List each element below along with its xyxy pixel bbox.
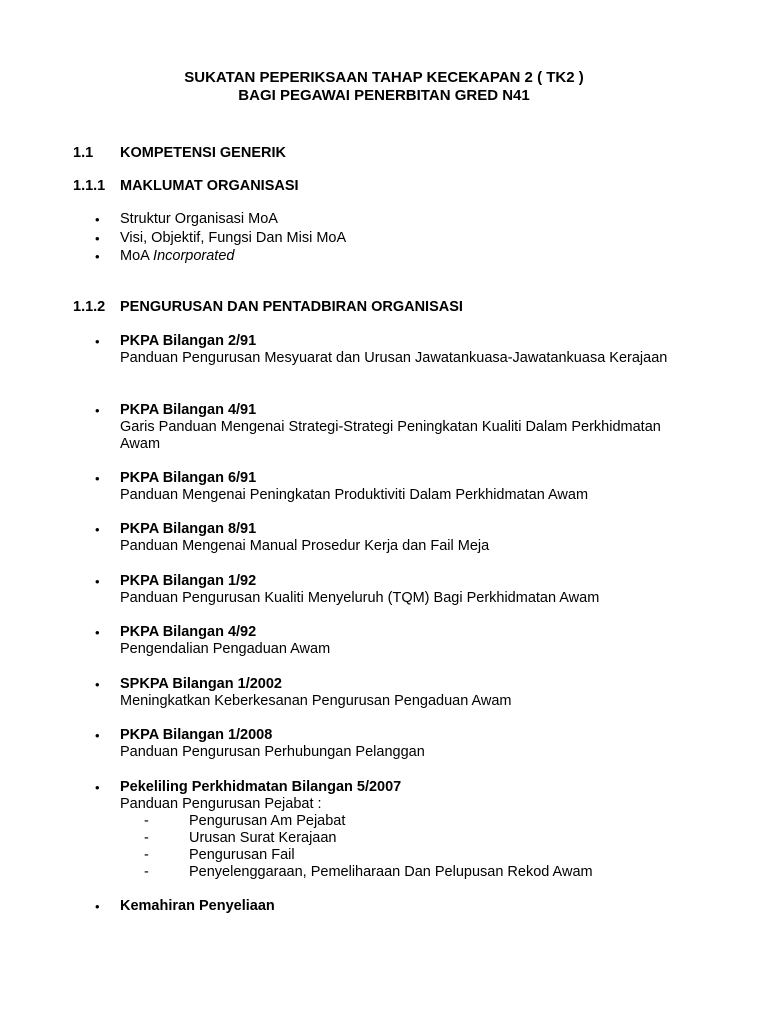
title-line-2: BAGI PEGAWAI PENERBITAN GRED N41: [238, 87, 530, 104]
circular-description: Panduan Pengurusan Perhubungan Pelanggan: [120, 744, 425, 760]
section-title: MAKLUMAT ORGANISASI: [120, 178, 299, 194]
title-line-1: SUKATAN PEPERIKSAAN TAHAP KECEKAPAN 2 ( TK2 ): [184, 69, 584, 86]
circular-title: PKPA Bilangan 6/91: [120, 470, 257, 486]
list-item: • Struktur Organisasi MoA: [95, 211, 278, 227]
section-number: 1.1.2: [73, 299, 106, 315]
bullet-icon: •: [95, 574, 100, 589]
section-number: 1.1.1: [73, 178, 106, 194]
bullet-icon: •: [95, 212, 100, 227]
bullet-icon: •: [95, 780, 100, 795]
section-heading-1-1-2: [73, 299, 463, 316]
section-title: KOMPETENSI GENERIK: [120, 145, 286, 161]
circular-item: [95, 624, 695, 658]
circular-item: [95, 727, 695, 761]
circular-item: [95, 573, 695, 607]
circular-title: PKPA Bilangan 4/91: [120, 402, 257, 418]
circular-title: PKPA Bilangan 8/91: [120, 521, 257, 537]
bullet-icon: •: [95, 899, 100, 914]
sub-list: [120, 813, 695, 881]
bullet-icon: •: [95, 677, 100, 692]
list-item: • Visi, Objektif, Fungsi Dan Misi MoA: [95, 229, 347, 246]
circular-title: PKPA Bilangan 2/91: [120, 333, 257, 349]
circular-description: Garis Panduan Mengenai Strategi-Strategi Peningkatan Kualiti Dalam Perkhidmatan Awam: [120, 419, 661, 452]
list-item: - Penyelenggaraan, Pemeliharaan Dan Pelupusan Rekod Awam: [144, 864, 593, 880]
list-item: - Urusan Surat Kerajaan: [144, 830, 337, 846]
bullet-icon: •: [95, 471, 100, 486]
circular-item: [95, 521, 695, 555]
circular-description: Panduan Pengurusan Mesyuarat dan Urusan Jawatankuasa-Jawatankuasa Kerajaan: [120, 350, 668, 366]
section-title: PENGURUSAN DAN PENTADBIRAN ORGANISASI: [120, 299, 463, 315]
dash-icon: -: [144, 847, 149, 863]
circular-item: [95, 779, 695, 881]
circular-title: SPKPA Bilangan 1/2002: [120, 676, 282, 692]
circular-item: [95, 898, 695, 915]
bullet-icon: •: [95, 625, 100, 640]
list-item: - Pengurusan Am Pejabat: [144, 813, 346, 829]
bullet-icon: •: [95, 522, 100, 537]
circular-description: Pengendalian Pengaduan Awam: [120, 641, 331, 657]
bullet-icon: •: [95, 334, 100, 349]
circular-description: Panduan Mengenai Manual Prosedur Kerja dan Fail Meja: [120, 538, 490, 554]
section-number: 1.1: [73, 145, 94, 161]
circular-title: PKPA Bilangan 4/92: [120, 624, 257, 640]
organisasi-list: [95, 211, 346, 267]
bullet-icon: •: [95, 230, 100, 246]
list-item: - Pengurusan Fail: [144, 847, 295, 863]
section-heading-1-1-1: [73, 178, 299, 195]
document-title: [0, 69, 768, 105]
list-item: • MoA Incorporated: [95, 248, 235, 264]
dash-icon: -: [144, 864, 149, 880]
circular-item: [95, 676, 695, 710]
circular-description: Panduan Pengurusan Kualiti Menyeluruh (TQM) Bagi Perkhidmatan Awam: [120, 590, 600, 606]
circular-title: PKPA Bilangan 1/92: [120, 573, 257, 589]
circular-title: Pekeliling Perkhidmatan Bilangan 5/2007: [120, 779, 402, 795]
circular-item: [95, 402, 695, 453]
circular-item: [95, 333, 695, 367]
bullet-icon: •: [95, 728, 100, 743]
circular-title: Kemahiran Penyeliaan: [120, 898, 275, 914]
bullet-icon: •: [95, 249, 100, 264]
circular-description: Panduan Pengurusan Pejabat :: [120, 796, 322, 812]
circular-description: Panduan Mengenai Peningkatan Produktiviti Dalam Perkhidmatan Awam: [120, 487, 589, 503]
dash-icon: -: [144, 813, 149, 829]
circular-title: PKPA Bilangan 1/2008: [120, 727, 273, 743]
section-heading-1-1: [73, 145, 286, 162]
circular-item: [95, 470, 695, 504]
dash-icon: -: [144, 830, 149, 846]
circular-description: Meningkatkan Keberkesanan Pengurusan Pengaduan Awam: [120, 693, 512, 709]
bullet-icon: •: [95, 403, 100, 418]
